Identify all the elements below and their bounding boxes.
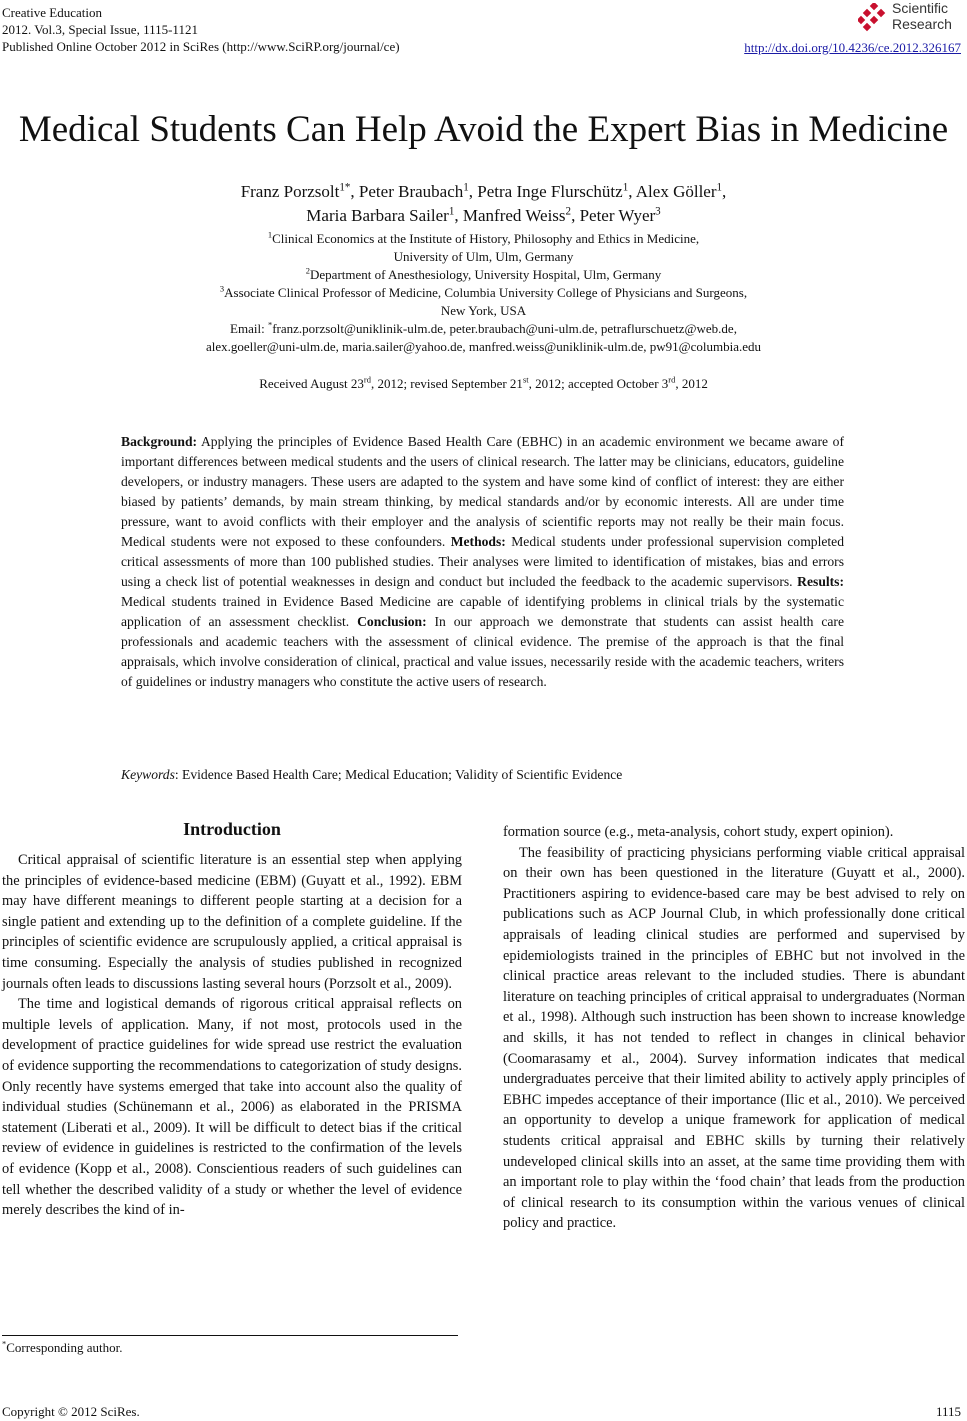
logo-line-1: Scientific [892, 0, 949, 16]
ordinal-suffix: rd [668, 374, 676, 385]
email-list-2: alex.goeller@uni-ulm.de, maria.sailer@yahoo.de, manfred.weiss@uniklinik-ulm.de, pw91@columbia.edu [205, 339, 762, 354]
affiliation-marker: 1 [622, 181, 629, 194]
author-name: Maria Barbara Sailer [306, 206, 449, 225]
affiliation-number: 3 [219, 283, 225, 294]
results-text: Medical students trained in Evidence Based Medicine are capable of identifying problems in clinical trials by the systematic application of an assessment checklist. [121, 594, 844, 629]
affiliation-1: Clinical Economics at the Institute of History, Philosophy and Ethics in Medicine, [272, 231, 700, 246]
accepted-text: , 2012; accepted October 3 [528, 376, 669, 391]
copyright: Copyright © 2012 SciRes. [2, 1404, 140, 1419]
email-marker: * [267, 319, 273, 330]
conclusion-text: In our approach we demonstrate that students can assist health care professionals and academic teachers with the assessment of clinical evidence. The premise of the approach is that the final appraisals, which involve consideration of clinical, practical and value issues, necessarily reside with the academic teachers, writers of guidelines or industry managers who constitute the active users of research. [121, 614, 844, 689]
footnote-text: Corresponding author. [6, 1340, 123, 1355]
affiliation-marker: 1 [716, 181, 723, 194]
affiliation-3: Associate Clinical Professor of Medicine, Columbia University College of Physicians and Surgeons, [224, 285, 748, 300]
email-list-1: franz.porzsolt@uniklinik-ulm.de, peter.braubach@uni-ulm.de, petraflurschuetz@web.de, [272, 321, 737, 336]
results-label: Results: [797, 574, 844, 589]
received-dates [0, 376, 967, 392]
affiliation-marker: 1 [463, 181, 469, 194]
published-line: Published Online October 2012 in SciRes (http://www.SciRP.org/journal/ce) [2, 39, 400, 54]
author-name: , Manfred Weiss [454, 206, 566, 225]
keywords-label: Keywords [121, 767, 175, 782]
paragraph: Critical appraisal of scientific literature is an essential step when applying the principles of evidence-based medicine (EBM) (Guyatt et al., 1992). EBM may have different meanings to different people starting at a decision for a single patient and extending up to the definition of a complete guideline. If the principles of scientific evidence are scrupulously applied, a critical appraisal is time consuming. Especially the analysis of studies published in recognized journals often leads to discussions lasting several hours (Porzsolt et al., 2009). [2, 852, 462, 992]
footnote-marker: * [2, 1338, 7, 1349]
page-number: 1115 [935, 1404, 961, 1419]
affiliations [0, 230, 967, 356]
author-name: , Peter Wyer [571, 206, 656, 225]
affiliation-1-cont: University of Ulm, Ulm, Germany [393, 249, 574, 264]
affiliation-marker: 3 [655, 205, 661, 218]
ordinal-suffix: rd [363, 374, 371, 385]
footnote-divider [2, 1335, 458, 1336]
affiliation-3-cont: New York, USA [440, 303, 527, 318]
logo-text [892, 0, 952, 32]
conclusion-label: Conclusion: [357, 614, 427, 629]
paragraph: The time and logistical demands of rigorous critical appraisal reflects on multiple levels of application. Many, if not most, protocols used in the development of practice guidelines for wide spread use restrict the evaluation of evidence supporting the recommendations to categorization of study designs. Only recently have systems emerged that take into account also the quality of individual studies (Schünemann et al., 2006) as elaborated in the PRISMA statement (Liberati et al., 2009). It will be difficult to detect bias if the critical review of evidence in guidelines is restricted to the confirmation of the levels of evidence (Kopp et al., 2008). Conscientious readers of such guidelines can tell whether the described validity of a study or whether the level of evidence merely describes the kind of in- [2, 996, 462, 1219]
journal-header [2, 4, 400, 55]
paper-title: Medical Students Can Help Avoid the Expert Bias in Medicine [18, 109, 949, 150]
abstract [121, 432, 844, 692]
keywords [121, 767, 622, 783]
background-label: Background: [121, 434, 198, 449]
affiliation-marker: 1 [448, 205, 455, 218]
footnote [2, 1340, 122, 1356]
author-name: , Peter Braubach [350, 182, 464, 201]
section-heading: Introduction [183, 819, 281, 839]
right-column [503, 822, 965, 1234]
logo-line-2: Research [892, 16, 952, 32]
email-label: Email: [230, 321, 268, 336]
paragraph-continued: formation source (e.g., meta-analysis, cohort study, expert opinion). [503, 824, 894, 840]
author-name: Franz Porzsolt [240, 182, 340, 201]
received-text: Received August 23 [259, 376, 364, 391]
affiliation-number: 2 [305, 265, 311, 276]
author-name: , Alex Göller [628, 182, 717, 201]
affiliation-2: Department of Anesthesiology, University Hospital, Ulm, Germany [310, 267, 662, 282]
year-text: , 2012 [675, 376, 708, 391]
logo-mark-icon [858, 3, 892, 33]
affiliation-marker: 1* [339, 181, 351, 194]
background-text: Applying the principles of Evidence Based Health Care (EBHC) in an academic environment we became aware of important differences between medical students and the users of clinical research. The latter may be clinicians, educators, guideline developers, or industry managers. These users are adapted to the system and have some kind of conflict of interest: they are either biased by patients’ demands, by main stream thinking, by medical standards and/or by economic interests. All are under time pressure, want to avoid conflicts with their employer and the analysis of scientific reports may not really be their main focus. Medical students were not exposed to these confounders. [121, 434, 844, 549]
revised-text: , 2012; revised September 21 [370, 376, 523, 391]
journal-volume: 2012. Vol.3, Special Issue, 1115-1121 [2, 22, 198, 37]
doi-link[interactable]: http://dx.doi.org/10.4236/ce.2012.326167 [744, 40, 961, 55]
author-list [0, 180, 967, 228]
methods-text: Medical students under professional supervision completed critical assessments of more than 100 published studies. Their analyses were limited to identification of mistakes, bias and errors using a check list of potential weaknesses in design and conduct but included the feedback to the academic supervisors. [121, 534, 844, 589]
author-separator: , [722, 182, 727, 201]
journal-name: Creative Education [2, 5, 102, 20]
ordinal-suffix: st [522, 374, 529, 385]
affiliation-number: 1 [267, 229, 273, 240]
left-column [2, 818, 462, 1221]
keywords-text: : Evidence Based Health Care; Medical Education; Validity of Scientific Evidence [174, 767, 623, 782]
affiliation-marker: 2 [565, 205, 572, 218]
author-name: , Petra Inge Flurschütz [468, 182, 623, 201]
paragraph: The feasibility of practicing physicians performing viable critical appraisal on their own has been questioned in the literature (Guyatt et al., 2000). Practitioners aspiring to evidence-based care may be best advised to rely on publications such as ACP Journal Club, in which professionally done critical appraisals of leading clinical studies are performed and supervised by epidemiologists trained in the principles of EBHC but not involved in the clinical practice areas relevant to the included studies. There is abundant literature on teaching principles of critical appraisal to undergraduates (Norman et al., 1998). Although such instruction has been shown to increase knowledge and skills, it has not tended to reflect in changes in clinical behavior (Coomarasamy et al., 2004). Survey information indicates that medical undergraduates perceive that their limited ability to actively apply principles of EBHC impedes acceptance of their importance (Ilic et al., 2010). We perceived an opportunity to develop a unique framework for application of medical students critical appraisal and EBHC skills by turning their relatively undeveloped clinical skills into an asset, at the same time providing them with an important role to play within the ‘food chain’ that leads from the production of clinical research to its consumption within the various venues of clinical policy and practice. [503, 844, 965, 1232]
methods-label: Methods: [450, 534, 506, 549]
scientific-research-logo [858, 0, 963, 40]
